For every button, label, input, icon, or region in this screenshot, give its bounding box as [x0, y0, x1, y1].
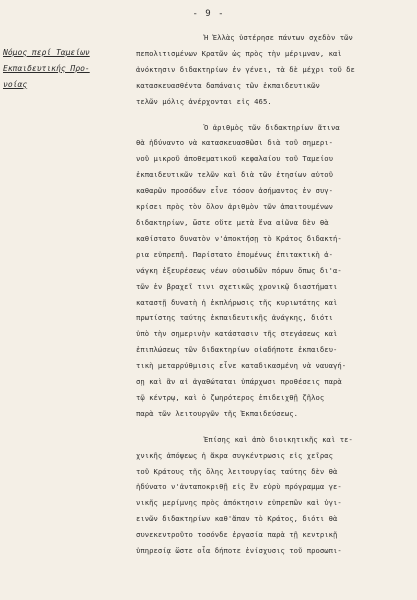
text-line: ὑπὸ τὴν σημερινὴν κατάστασιν τῆς στεγάσεως καὶ — [136, 329, 338, 339]
paragraph — [136, 120, 412, 422]
page-number: - 9 - — [192, 9, 225, 19]
paragraph — [136, 432, 412, 559]
text-line: διδακτηρίων, ὥστε οὔτε μετὰ ἕνα αἰῶνα δὲν θὰ — [136, 217, 329, 227]
margin-heading-line: Εκπαιδευτικής Προ- — [3, 64, 90, 73]
text-line: τῶν ἐν βραχεῖ τινι σχετικῶς χρονικῷ διαστήματι — [136, 281, 338, 291]
body-text — [136, 30, 412, 559]
text-line: χνικῆς ἀπόψεως ἡ ἄκρα συγκέντρωσις εἰς χεῖρας — [136, 450, 333, 460]
text-line: Ἡ Ἑλλὰς ὑστέρησε πάντων σχεδὸν τῶν — [204, 33, 353, 42]
text-line: τῷ κέντρῳ, καὶ ὁ ζωηρότερος ἐπιδειχθῇ ζῆλος — [136, 392, 325, 402]
text-line: καθίστατο δυνατὸν ν'ἀποκτήσῃ τὸ Κράτος διδακτή- — [136, 233, 342, 243]
text-line: ἐπιπλώσεως τῶν διδακτηρίων οἱαδήποτε ἐκπαιδευ- — [136, 345, 338, 355]
text-line: τελῶν μόλις ἀνέρχονται εἰς 465. — [136, 96, 272, 106]
text-line: κατασκευασθέντα δαπάναις τῶν ἐκπαιδευτικῶν — [136, 80, 320, 90]
text-line: σῃ καὶ ἂν αἱ ἀγαθώταται ὑπάρχωσι προθέσεις παρὰ — [136, 377, 342, 387]
text-line: ἀνόκτησιν διδακτηρίων ἐν γένει, τὰ δὲ μέχρι τοῦ δε — [136, 64, 355, 74]
text-line: καταστῇ δυνατὴ ἡ ἐκπλήρωσις τῆς κυριωτάτης καὶ — [136, 297, 338, 307]
text-line: πεπολιτισμένων Κρατῶν ὡς πρὸς τὴν μέριμναν, καὶ — [136, 48, 342, 58]
paragraph — [136, 30, 412, 110]
text-line: παρὰ τῶν λειτουργῶν τῆς Ἐκπαιδεύσεως. — [136, 408, 298, 418]
text-line: εινῶν διδακτηρίων καθ'ἅπαν τὸ Κράτος, διότι θὰ — [136, 514, 338, 524]
margin-heading — [3, 45, 123, 93]
text-line: Ὁ ἀριθμὸς τῶν διδακτηρίων ἅτινα — [204, 122, 340, 132]
text-line: πρωτίστης ταύτης ἐκπαιδευτικῆς ἀνάγκης, διότι — [136, 313, 333, 323]
text-line: τοῦ Κράτους τῆς ὅλης λειτουργίας ταύτης δὲν θὰ — [136, 466, 338, 476]
margin-heading-line: νοίας — [3, 80, 28, 89]
text-line: ρια εὐπρεπῆ. Παρίστατο ἑπομένως ἐπιτακτικὴ ἀ- — [136, 249, 333, 259]
text-line: νάγκη ἐξευρέσεως νέων οὐσιωδῶν πόρων ὅπως δι'α- — [136, 265, 342, 275]
margin-heading-line: Νόμος περί Ταμείων — [3, 48, 90, 57]
text-line: κρίσει πρὸς τὸν ὅλον ἀριθμὸν τῶν ἀπαιτουμένων — [136, 202, 333, 212]
text-line: νοῦ μικροῦ ἀποθεματικοῦ κεφαλαίου τοῦ Ταμείου — [136, 154, 333, 164]
text-line: θὰ ἠδύναντο νὰ κατασκευασθῶσι διὰ τοῦ σημερι- — [136, 138, 333, 148]
text-line: τικὴ μεταρρύθμισις εἶνε καταδικασμένη νὰ ναυαγή- — [136, 361, 347, 371]
text-line: συνεκεντροῦτο τοσόνδε ἐργασία παρὰ τῇ κεντρικῇ — [136, 530, 338, 540]
text-line: καθαρῶν προσόδων εἶνε τόσον ἀσήμαντος ἐν συγ- — [136, 186, 333, 196]
text-line: ὑπηρεσίᾳ ὥστε οἷα δήποτε ἐνίσχυσις τοῦ προσωπι- — [136, 546, 342, 556]
text-line: Ἐπίσης καὶ ἀπὸ διοικητικῆς καὶ τε- — [204, 434, 353, 444]
text-line: νικῆς μερίμνης πρὸς ἀπόκτησιν εὐπρεπῶν καὶ ὑγι- — [136, 498, 342, 508]
text-line: ἐκπαιδευτικῶν τελῶν καὶ διὰ τῶν ἐτησίων αὐτοῦ — [136, 170, 333, 180]
text-line: ἠδύνατο ν'ἀνταποκριθῇ εἰς ἓν εὐρὺ πρόγραμμα γε- — [136, 482, 342, 492]
